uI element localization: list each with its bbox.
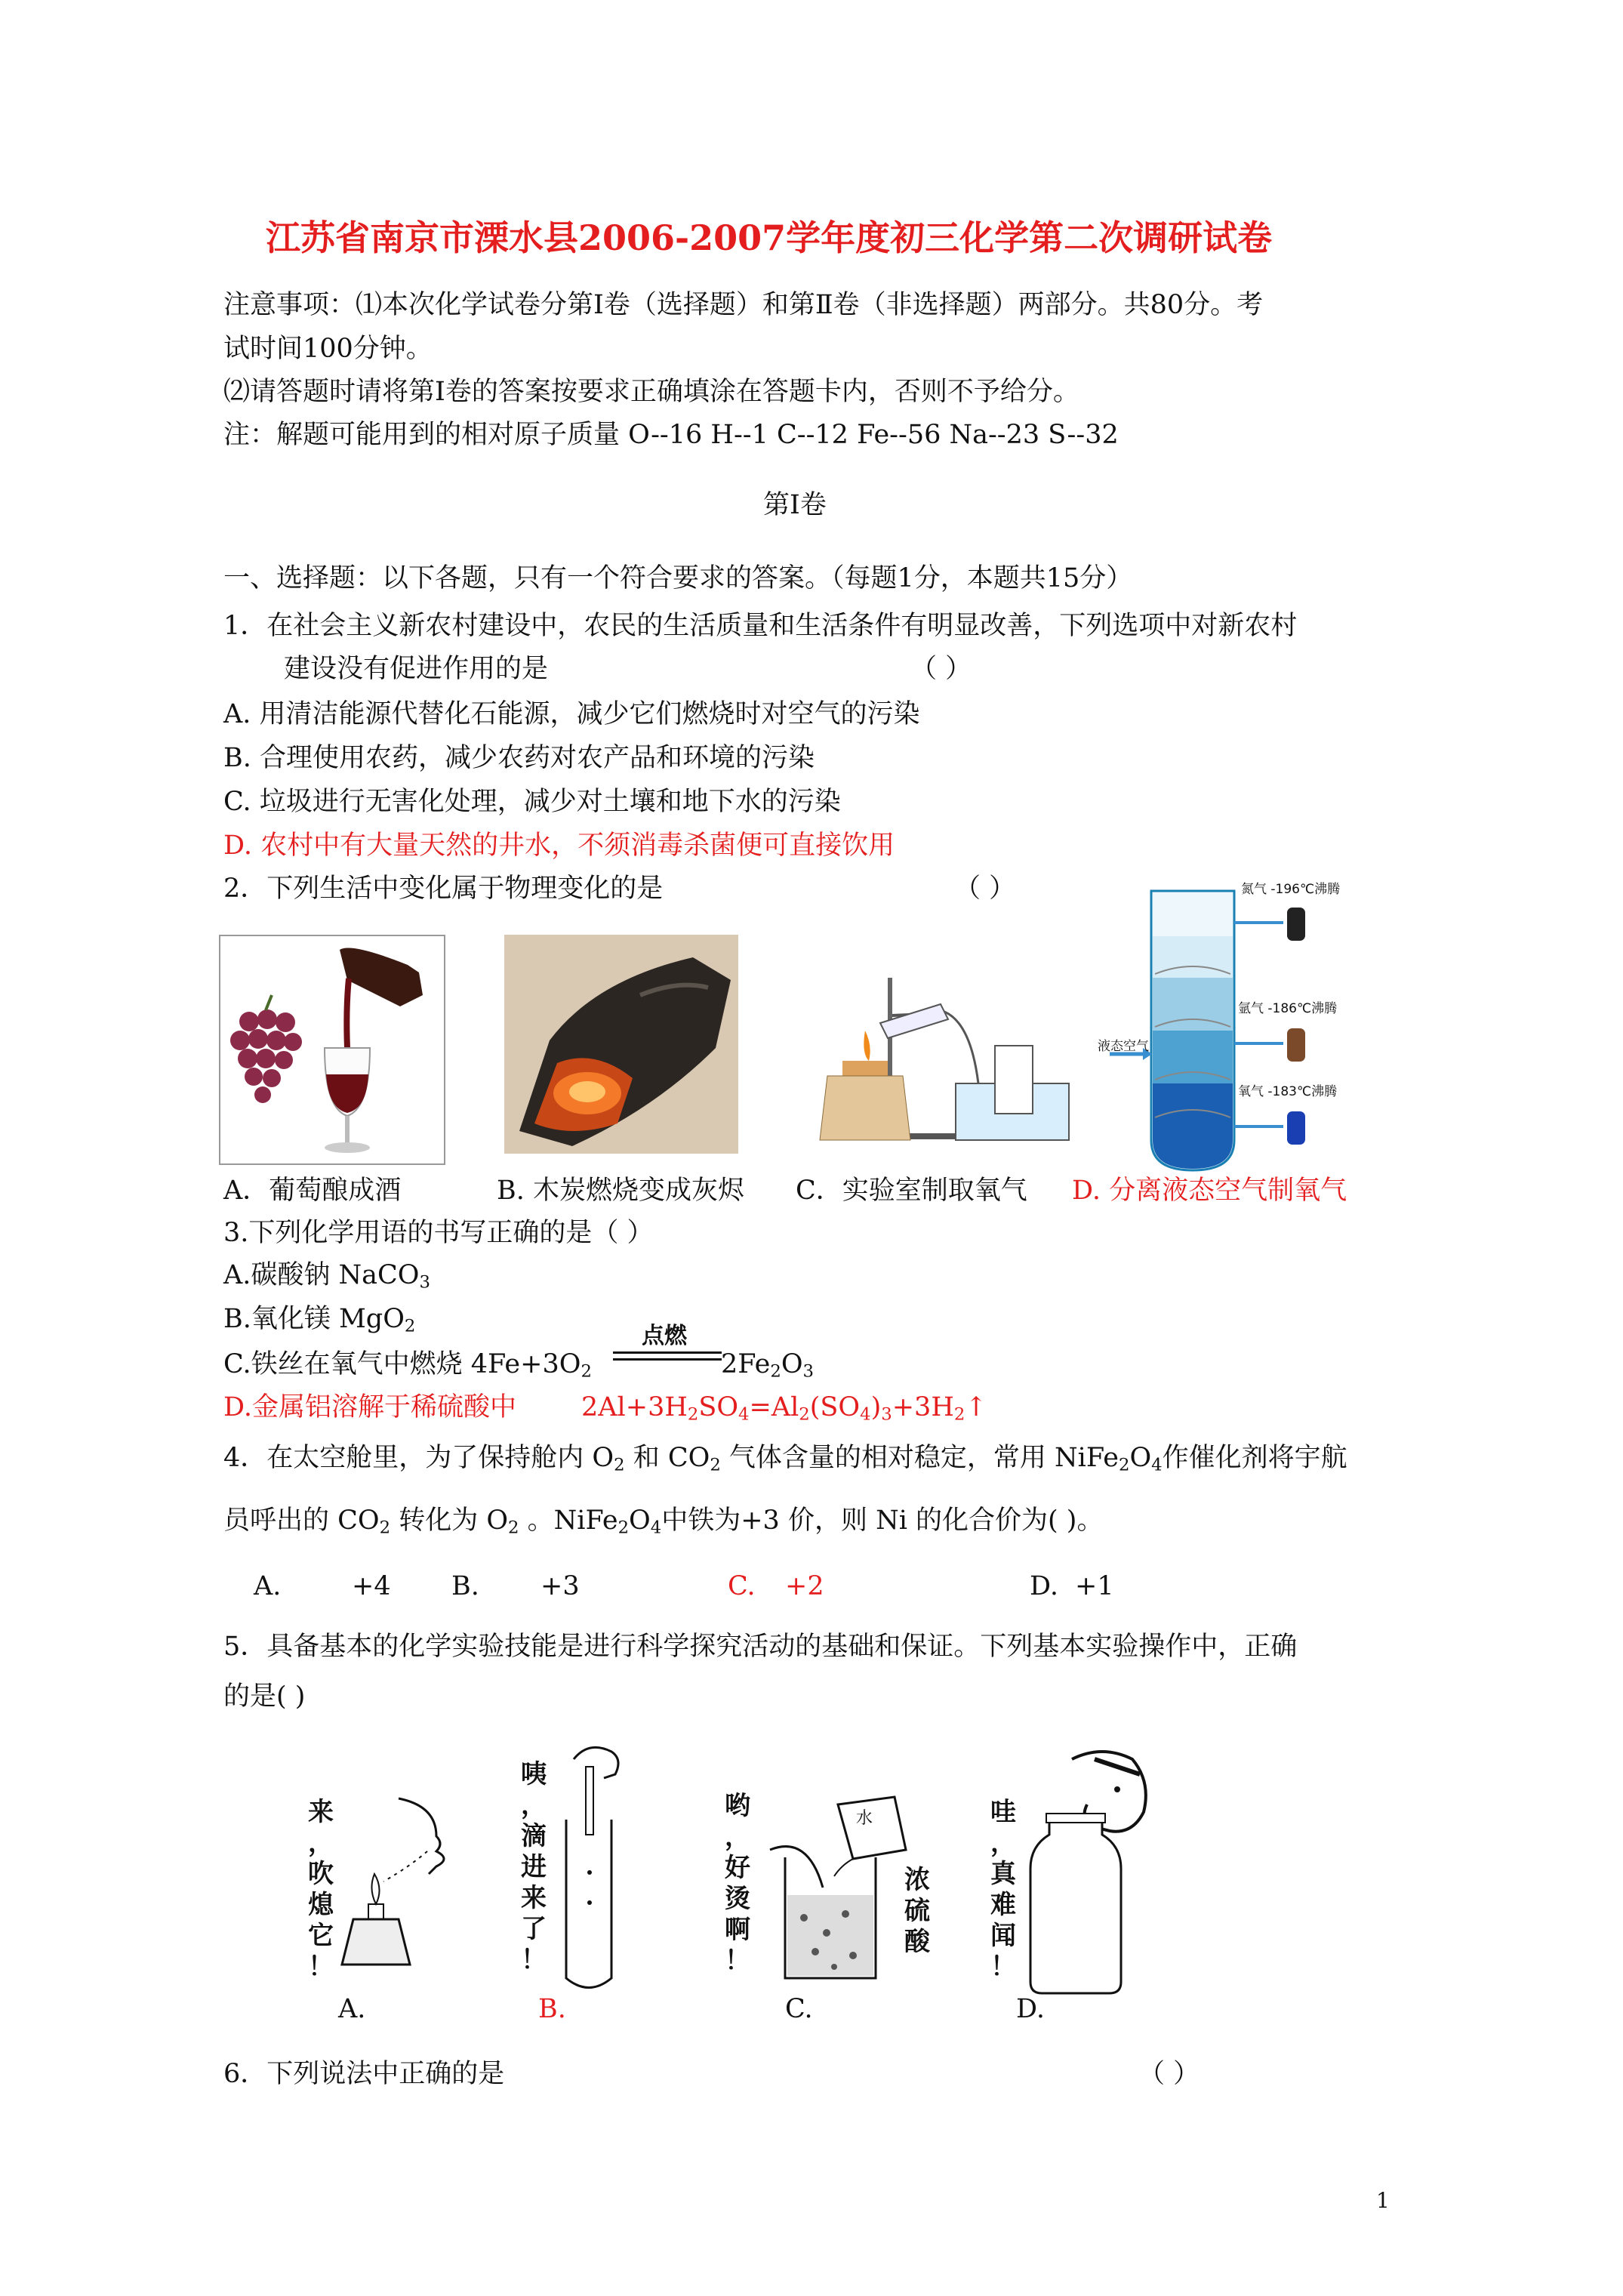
q4-option-d-value: +1 <box>1075 1571 1114 1601</box>
notice-line-1: 注意事项：⑴本次化学试卷分第Ⅰ卷（选择题）和第Ⅱ卷（非选择题）两部分。共80分。考 <box>223 290 1264 320</box>
smell-gas-jar-illustration <box>1019 1744 1170 2001</box>
q4-option-d: D. <box>1030 1571 1058 1601</box>
page-number: 1 <box>1376 2188 1390 2213</box>
q5-option-d: D. <box>1016 1994 1045 2024</box>
q5-option-b: B. <box>538 1994 566 2024</box>
q3-reaction-condition: 点燃 <box>642 1323 687 1349</box>
q1-option-c: C. 垃圾进行无害化处理，减少对土壤和地下水的污染 <box>223 787 841 817</box>
q3-option-d-equation: $2Al+3H_2SO_4=Al_2(SO_4)_3+3H_2↑$ <box>581 1392 987 1425</box>
q1-stem-1: 1．在社会主义新农村建设中，农民的生活质量和生活条件有明显改善，下列选项中对新农村 <box>223 611 1298 641</box>
argon-label: 氩气 -186℃沸腾 <box>1238 1001 1338 1016</box>
q3-option-a: A.碳酸钠 NaCO$_3$ <box>223 1260 430 1293</box>
q2-option-a: A．葡萄酿成酒 <box>223 1176 402 1206</box>
q4-option-a: A. <box>254 1571 282 1601</box>
oxygen-label: 氧气 -183℃沸腾 <box>1238 1084 1338 1099</box>
q3-equation-line-bottom <box>613 1358 722 1361</box>
q3-option-d: D.金属铝溶解于稀硫酸中 <box>223 1392 516 1422</box>
q4-stem-1: 4．在太空舱里，为了保持舱内 $O_2$ 和 $CO_2$ 气体含量的相对稳定，常用 $NiFe_2O_4$作催化剂将宇航 <box>223 1443 1347 1475</box>
q4-stem-2: 员呼出的 $CO_2$ 转化为 $O_2$ 。$NiFe_2O_4$中铁为+3 价，则 Ni 的化合价为( )。 <box>223 1505 1104 1538</box>
q4-option-b-value: +3 <box>540 1571 580 1601</box>
fig-c-acid-label: 浓 硫 酸 <box>904 1865 930 1957</box>
dropper-test-tube-illustration <box>551 1737 634 2001</box>
q2-stem: 2．下列生活中变化属于物理变化的是 <box>223 874 664 904</box>
liquid-air-label: 液态空气 <box>1098 1039 1149 1054</box>
blow-out-lamp-illustration <box>338 1791 467 1987</box>
notice-line-3: ⑵请答题时请将第Ⅰ卷的答案按要求正确填涂在答题卡内，否则不予给分。 <box>223 377 1079 407</box>
q1-stem-2: 建设没有促进作用的是 <box>284 654 549 684</box>
q5-option-c: C. <box>785 1994 813 2024</box>
burning-charcoal-image <box>504 935 738 1154</box>
q6-stem: 6．下列说法中正确的是 <box>223 2059 505 2089</box>
q2-option-c: C．实验室制取氧气 <box>796 1176 1027 1206</box>
q2-option-d: D. 分离液态空气制氧气 <box>1072 1176 1347 1206</box>
fig-c-water-label: 水 <box>856 1809 873 1828</box>
liquid-air-separation-diagram <box>1095 876 1381 1174</box>
q1-answer-paren: （ ） <box>910 654 972 684</box>
part1-header: 一、选择题：以下各题，只有一个符合要求的答案。（每题1分，本题共15分） <box>223 563 1133 593</box>
fig-b-speech: 咦 ， 滴 进 来 了 ！ <box>521 1759 547 1975</box>
fig-d-speech: 哇 ， 真 难 闻 ！ <box>990 1797 1016 1982</box>
q4-option-c-value: +2 <box>785 1571 824 1601</box>
q3-option-c: C.铁丝在氧气中燃烧 $4Fe+3O_2$ <box>223 1349 592 1382</box>
q4-option-b: B. <box>451 1571 479 1601</box>
oxygen-lab-apparatus-image <box>797 932 1076 1151</box>
q1-option-d: D. 农村中有大量天然的井水，不须消毒杀菌便可直接饮用 <box>223 831 895 861</box>
q3-stem: 3.下列化学用语的书写正确的是（ ） <box>223 1218 654 1248</box>
q5-stem-2: 的是( ) <box>223 1681 306 1712</box>
fig-c-speech: 哟 ， 好 烫 啊 ！ <box>725 1791 750 1976</box>
notice-line-2: 试时间100分钟。 <box>223 334 433 364</box>
q6-answer-paren: （ ） <box>1138 2059 1200 2089</box>
q3-equation-line-top <box>613 1351 722 1354</box>
nitrogen-label: 氮气 -196℃沸腾 <box>1241 882 1341 897</box>
q5-option-a: A. <box>338 1994 366 2024</box>
page-title: 江苏省南京市溧水县2006-2007学年度初三化学第二次调研试卷 <box>266 217 1273 258</box>
q1-option-b: B. 合理使用农药，减少农药对农产品和环境的污染 <box>223 743 815 773</box>
q5-stem-1: 5．具备基本的化学实验技能是进行科学探究活动的基础和保证。下列基本实验操作中，正确 <box>223 1632 1298 1662</box>
q3-option-c-product: $2Fe_2O_3$ <box>721 1349 815 1382</box>
q1-option-a: A. 用清洁能源代替化石能源，减少它们燃烧时对空气的污染 <box>223 699 920 729</box>
q2-answer-paren: （ ） <box>954 874 1016 904</box>
grape-wine-image <box>219 935 445 1165</box>
notice-atomic-mass: 注：解题可能用到的相对原子质量 O--16 H--1 C--12 Fe--56 Na--23 S--32 <box>223 420 1119 450</box>
section-title: 第Ⅰ卷 <box>763 490 827 520</box>
q4-option-c: C. <box>728 1571 756 1601</box>
q2-option-b: B. 木炭燃烧变成灰烬 <box>497 1176 744 1206</box>
fig-a-speech: 来 ， 吹 熄 它 ！ <box>308 1797 334 1982</box>
q4-option-a-value: +4 <box>352 1571 391 1601</box>
q3-option-b: B.氧化镁 MgO$_2$ <box>223 1304 416 1336</box>
dilute-acid-illustration <box>762 1789 929 1993</box>
